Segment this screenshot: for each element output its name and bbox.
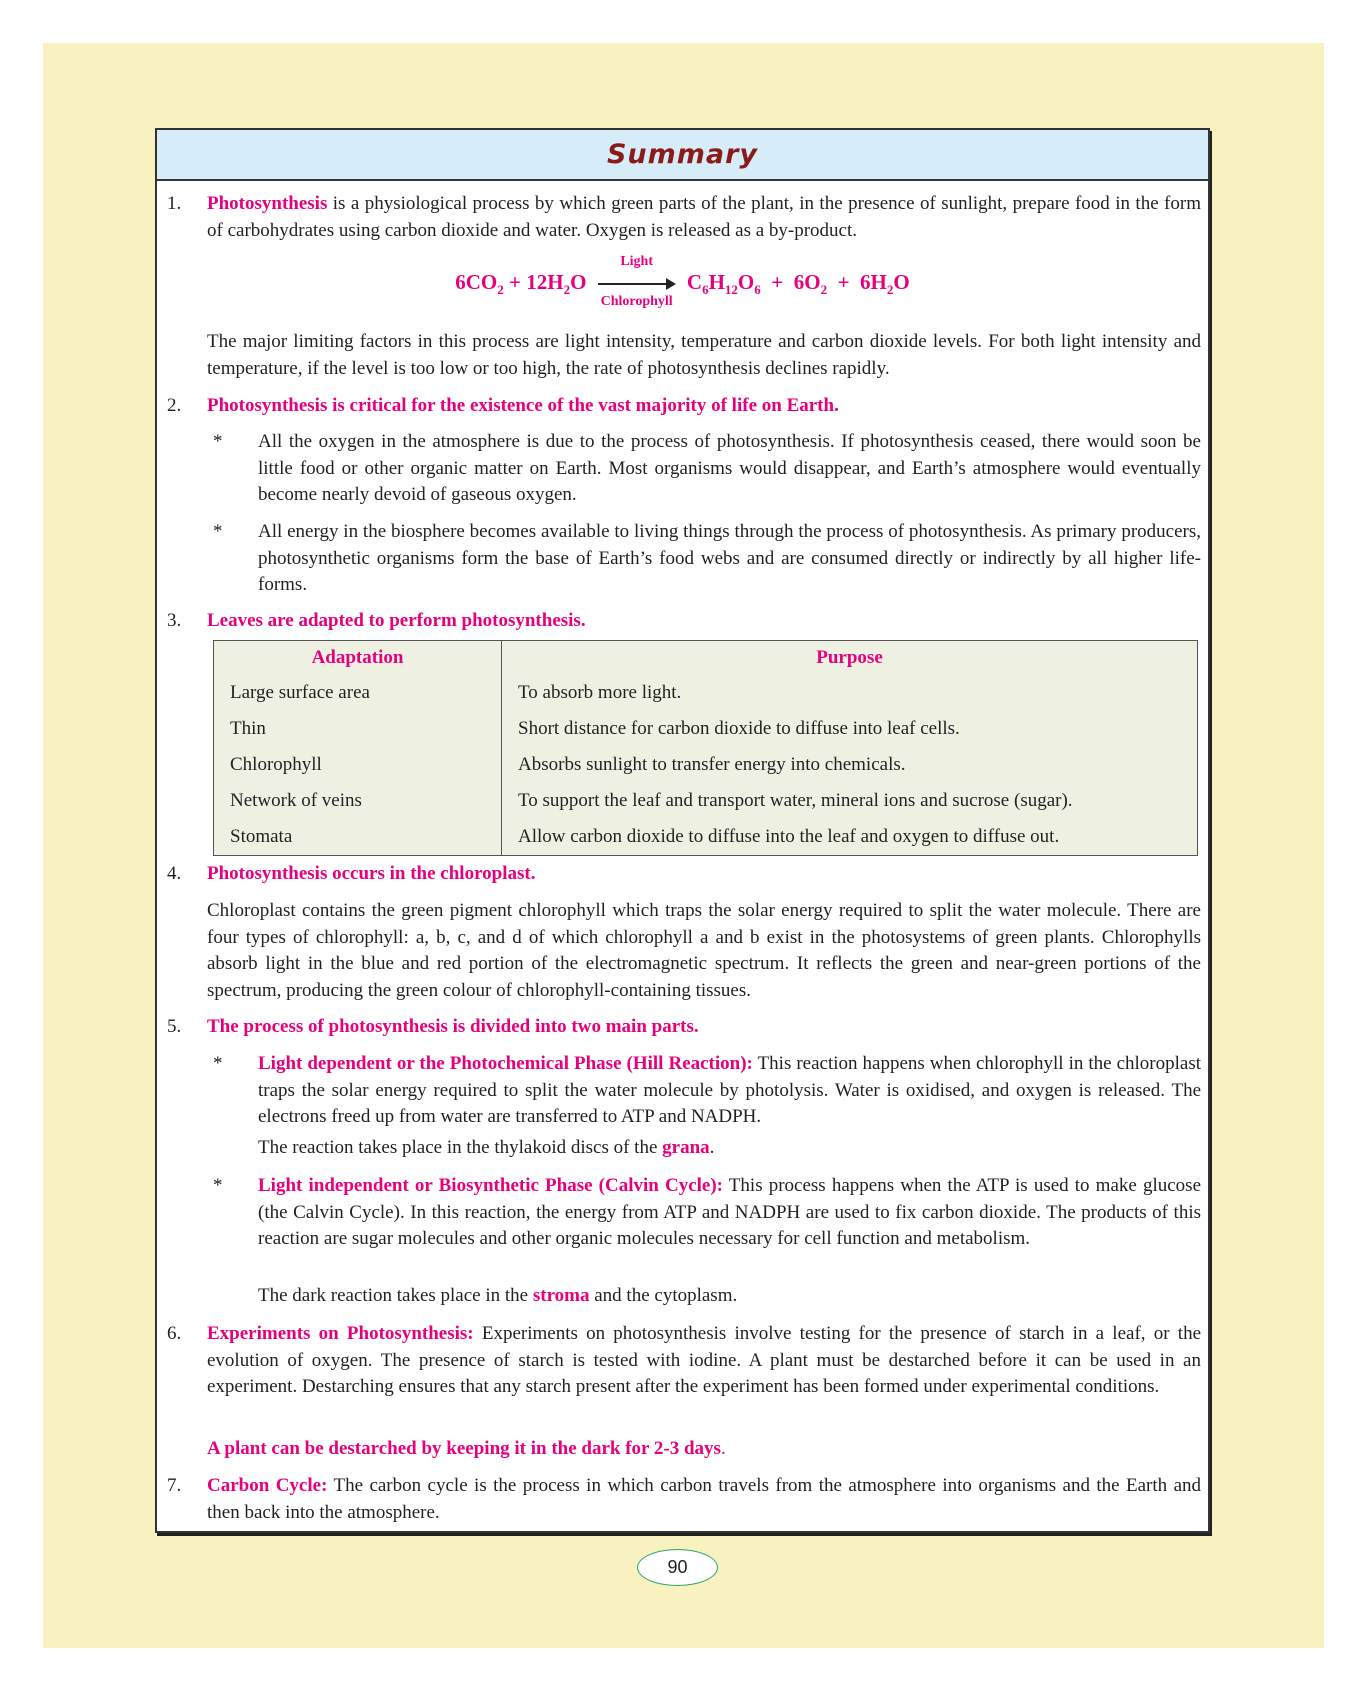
eq-sub: 12: [724, 282, 738, 298]
eq-part: + 12H: [503, 270, 564, 294]
keyword: Light independent or Biosynthetic Phase (Calvin Cycle):: [258, 1175, 724, 1196]
keyword: A plant can be destarched by keeping it in the dark for 2-3 days: [207, 1438, 721, 1459]
keyword: stroma: [532, 1285, 590, 1306]
note-text: .: [709, 1137, 715, 1158]
table-row: [214, 675, 1198, 711]
table-cell: Absorbs sunlight to transfer energy into chemicals.: [518, 754, 906, 775]
item-6-text: [207, 1321, 1201, 1401]
eq-part: O: [737, 270, 755, 294]
table-cell: Allow carbon dioxide to diffuse into the leaf and oxygen to diffuse out.: [518, 826, 1060, 847]
summary-title: Summary: [606, 139, 759, 170]
keyword: grana: [662, 1137, 710, 1158]
reaction-arrow-icon: [598, 254, 676, 310]
table-cell: Chlorophyll: [214, 747, 502, 783]
bullet-text: All energy in the biosphere becomes available to living things through the process of photosynthesis. As primary producers, photosynthetic organisms form the base of Earth’s food webs and are consumed directly or indirectly by all higher life-forms.: [258, 521, 1201, 595]
item-4-heading: Photosynthesis occurs in the chloroplast.: [207, 863, 536, 884]
eq-sub: 2: [563, 282, 571, 298]
table-row: [214, 711, 1198, 747]
note-text: and the cytoplasm.: [589, 1285, 738, 1306]
bullet-icon: *: [213, 1175, 223, 1196]
table-header-row: [214, 641, 1198, 676]
keyword: Light dependent or the Photochemical Phase (Hill Reaction):: [258, 1053, 753, 1074]
eq-part: O: [893, 270, 910, 294]
bullet-text: [258, 1173, 1201, 1253]
bullet-icon: *: [213, 1053, 223, 1074]
item-number: 5.: [167, 1016, 182, 1037]
eq-part: 6CO: [455, 270, 498, 294]
item-7-text: [207, 1473, 1201, 1526]
item-3-heading: Leaves are adapted to perform photosynthesis.: [207, 610, 586, 631]
item-1-text: [207, 191, 1201, 244]
column-header: Purpose: [816, 647, 883, 668]
item-number: 7.: [167, 1475, 182, 1496]
eq-part: C: [686, 270, 703, 294]
note-text: The dark reaction takes place in the: [258, 1285, 533, 1306]
eq-sub: 2: [886, 282, 894, 298]
item-number: 2.: [167, 395, 182, 416]
eq-part: H: [708, 270, 725, 294]
photosynthesis-equation: [157, 254, 1208, 310]
column-header: Adaptation: [214, 641, 502, 676]
eq-sub: 6: [754, 282, 761, 298]
leaf-adaptations-table: [213, 640, 1198, 856]
table-cell: To support the leaf and transport water, mineral ions and sucrose (sugar).: [518, 790, 1073, 811]
item-number: 3.: [167, 610, 182, 631]
keyword: Carbon Cycle:: [207, 1475, 328, 1496]
item-text: is a physiological process by which green parts of the plant, in the presence of sunlight, prepare food in the form of carbohydrates using carbon dioxide and water. Oxygen is released as a by-product.: [207, 193, 1201, 241]
item-number: 1.: [167, 193, 182, 214]
table-cell: Network of veins: [214, 783, 502, 819]
bullet-text: All the oxygen in the atmosphere is due to the process of photosynthesis. If photosynthesis ceased, there would soon be little food or other organic matter on Earth. Most organisms would disappear, and Earth’s atmosphere would eventually become nearly devoid of gaseous oxygen.: [258, 431, 1201, 505]
item-text: This process happens when the ATP is used to make glucose (the Calvin Cycle). In this reaction, the energy from ATP and NADPH are used to fix carbon dioxide. The products of this reaction are sugar molecules and other organic molecules necessary for cell function and metabolism.: [258, 1175, 1202, 1249]
page-number: 90: [637, 1549, 718, 1586]
item-1-paragraph: The major limiting factors in this process are light intensity, temperature and carbon dioxide levels. For both light intensity and temperature, if the level is too low or too high, the rate of photosynthesis declines rapidly.: [207, 331, 1201, 379]
item-5-heading: The process of photosynthesis is divided into two main parts.: [207, 1016, 699, 1037]
keyword: Experiments on Photosynthesis:: [207, 1323, 474, 1344]
bullet-text: [258, 1051, 1201, 1131]
eq-sub: 2: [497, 282, 504, 298]
item-number: 6.: [167, 1323, 182, 1344]
arrow-label-below: Chlorophyll: [600, 294, 673, 310]
table-row: [214, 783, 1198, 819]
item-4-paragraph: Chloroplast contains the green pigment chlorophyll which traps the solar energy required to split the water molecule. There are four types of chlorophyll: a, b, c, and d of which chlorophyll a and b exist in the photosystems of green plants. Chlorophylls absorb light in the blue and red portion of the electromagnetic spectrum. It reflects the green and near-green portions of the spectrum, producing the green colour of chlorophyll-containing tissues.: [207, 900, 1201, 1001]
note-text: .: [720, 1438, 726, 1459]
table-row: [214, 747, 1198, 783]
item-number: 4.: [167, 863, 182, 884]
table-cell: Thin: [214, 711, 502, 747]
item-text: This reaction happens when chlorophyll in the chloroplast traps the solar energy required to split the water molecule by photolysis. Water is oxidised, and oxygen is released. The electrons freed up from water are transferred to ATP and NADPH.: [258, 1053, 1201, 1127]
eq-sub: 6: [702, 282, 709, 298]
bullet-note: [258, 1283, 1201, 1310]
eq-part: + 6H: [827, 270, 887, 294]
keyword: Photosynthesis: [207, 193, 328, 214]
eq-part: O: [570, 270, 587, 294]
summary-header: [157, 130, 1208, 181]
eq-part: + 6O: [760, 270, 821, 294]
item-text: The carbon cycle is the process in which carbon travels from the atmosphere into organisms and the Earth and then back into the atmosphere.: [207, 1475, 1201, 1523]
arrow-label-above: Light: [620, 254, 653, 270]
item-6-note: [207, 1436, 1201, 1463]
bullet-note: [258, 1135, 1201, 1162]
table-cell: Stomata: [214, 819, 502, 856]
summary-box: [155, 128, 1210, 1533]
eq-sub: 2: [820, 282, 828, 298]
note-text: The reaction takes place in the thylakoid discs of the: [258, 1137, 663, 1158]
table-row: [214, 819, 1198, 856]
table-cell: Short distance for carbon dioxide to diffuse into leaf cells.: [518, 718, 960, 739]
table-cell: To absorb more light.: [518, 682, 682, 703]
item-text: Experiments on photosynthesis involve testing for the presence of starch in a leaf, or the evolution of oxygen. The presence of starch is tested with iodine. A plant must be destarched before it can be used in an experiment. Destarching ensures that any starch present after the experiment has been formed under experimental conditions.: [207, 1323, 1202, 1397]
bullet-icon: *: [213, 521, 223, 542]
table-cell: Large surface area: [214, 675, 502, 711]
bullet-icon: *: [213, 431, 223, 452]
item-2-heading: Photosynthesis is critical for the existence of the vast majority of life on Earth.: [207, 395, 839, 416]
